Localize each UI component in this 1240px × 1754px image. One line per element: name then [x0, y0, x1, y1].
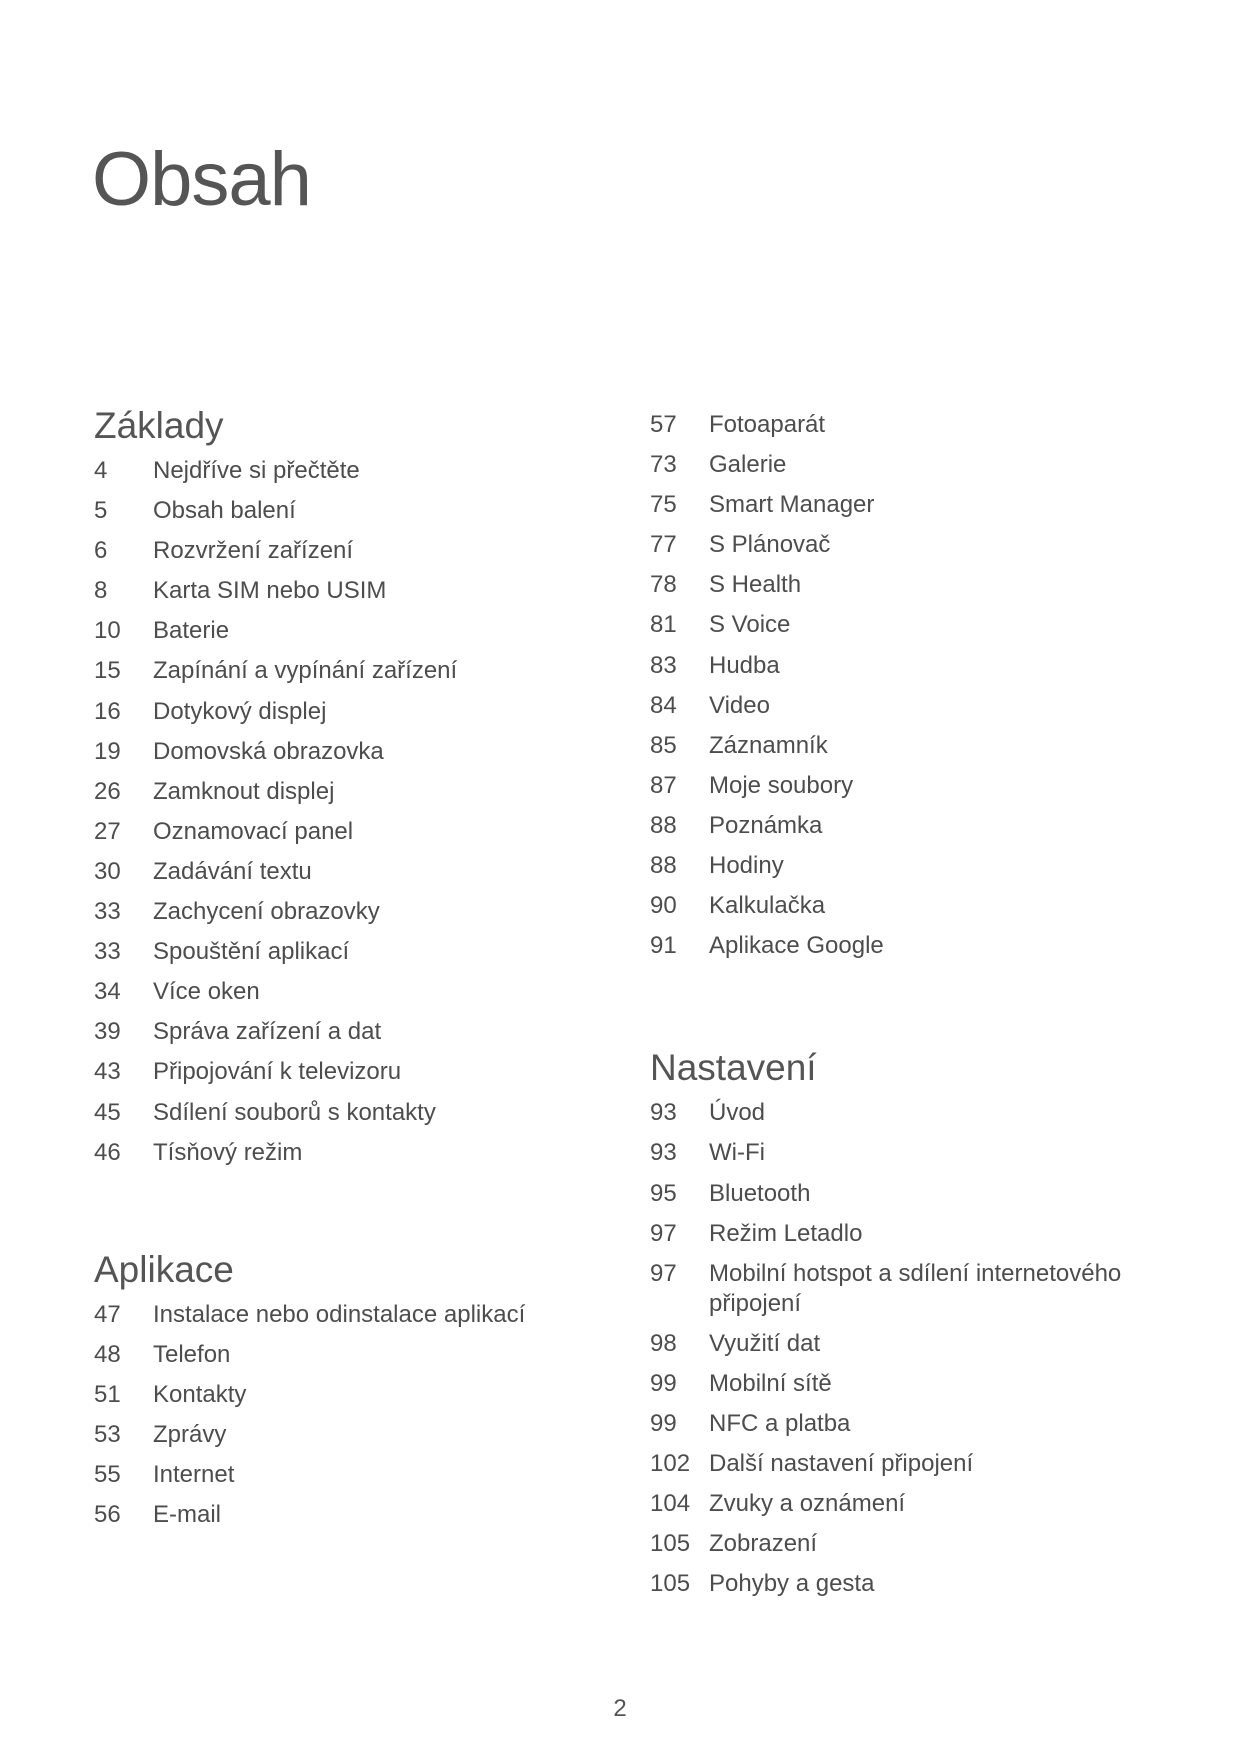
toc-entry-page-number: 53	[94, 1420, 121, 1448]
toc-entry[interactable]	[650, 410, 1170, 440]
toc-entry[interactable]	[650, 771, 1170, 801]
toc-entry-page-number: 15	[94, 657, 121, 685]
toc-entry[interactable]	[94, 1380, 614, 1410]
toc-entry[interactable]	[650, 1529, 1170, 1559]
page-title: Obsah	[92, 137, 311, 222]
toc-entry[interactable]	[650, 651, 1170, 681]
toc-entry-title: Kontakty	[153, 1380, 247, 1408]
toc-entry[interactable]	[650, 851, 1170, 881]
toc-entry-page-number: 99	[650, 1369, 677, 1397]
toc-entry-page-number: 91	[650, 932, 677, 960]
toc-entry-page-number: 5	[94, 497, 108, 525]
toc-entry[interactable]	[650, 1098, 1170, 1128]
toc-entry[interactable]	[94, 1300, 614, 1330]
toc-entry-title: Připojování k televizoru	[153, 1058, 402, 1086]
toc-entry-title: Záznamník	[709, 731, 828, 759]
toc-entry-page-number: 95	[650, 1179, 677, 1207]
toc-entry[interactable]	[94, 737, 614, 767]
toc-entry-page-number: 81	[650, 611, 677, 639]
toc-entry-title: Další nastavení připojení	[709, 1450, 974, 1478]
toc-entry-page-number: 39	[94, 1018, 121, 1046]
toc-entry-title: Tísňový režim	[153, 1138, 303, 1166]
toc-entry-page-number: 30	[94, 857, 121, 885]
toc-entry-title: Wi-Fi	[709, 1139, 765, 1167]
toc-entry[interactable]	[650, 490, 1170, 520]
toc-entry-title: Více oken	[153, 978, 260, 1006]
toc-entry[interactable]	[650, 731, 1170, 761]
toc-entry[interactable]	[94, 1098, 614, 1128]
toc-entry-title: Zapínání a vypínání zařízení	[153, 657, 458, 685]
toc-entry-page-number: 27	[94, 817, 121, 845]
toc-entry-page-number: 78	[650, 571, 677, 599]
toc-entry-title: Úvod	[709, 1099, 766, 1127]
toc-entry-page-number: 51	[94, 1380, 121, 1408]
toc-entry[interactable]	[94, 897, 614, 927]
toc-entry-page-number: 48	[94, 1340, 121, 1368]
toc-entry-title: Nejdříve si přečtěte	[153, 457, 360, 484]
toc-entry[interactable]	[650, 891, 1170, 921]
toc-entry-page-number: 33	[94, 938, 121, 966]
toc-entry-title: E-mail	[153, 1501, 222, 1529]
toc-entry[interactable]	[94, 656, 614, 686]
toc-entry[interactable]	[94, 817, 614, 847]
toc-entry-page-number: 43	[94, 1058, 121, 1086]
toc-entry[interactable]	[650, 1329, 1170, 1359]
toc-entry[interactable]	[94, 1017, 614, 1047]
toc-right-column	[650, 410, 1170, 1609]
toc-entry-title: Aplikace Google	[709, 932, 884, 960]
toc-entry[interactable]	[94, 937, 614, 967]
section-heading-zaklady: Základy	[94, 405, 224, 446]
toc-entry-title: Internet	[153, 1461, 235, 1489]
toc-entry-page-number: 34	[94, 978, 121, 1006]
toc-entry[interactable]	[650, 1489, 1170, 1519]
toc-entry[interactable]	[650, 1449, 1170, 1479]
toc-entry[interactable]	[94, 857, 614, 887]
toc-entry-title: Obsah balení	[153, 497, 296, 525]
toc-entry-title: Režim Letadlo	[709, 1219, 863, 1247]
toc-entry[interactable]	[650, 931, 1170, 961]
toc-entry[interactable]	[650, 1369, 1170, 1399]
toc-entry-page-number: 46	[94, 1138, 121, 1166]
toc-entry-page-number: 10	[94, 617, 121, 645]
toc-entry-page-number: 105	[650, 1570, 691, 1598]
section-heading-aplikace: Aplikace	[94, 1248, 234, 1290]
toc-entry-title: Smart Manager	[709, 491, 875, 519]
toc-entry[interactable]	[94, 697, 614, 727]
page-number: 2	[613, 1695, 627, 1722]
toc-entry-title: S Health	[709, 571, 802, 599]
toc-entry-page-number: 93	[650, 1139, 677, 1167]
toc-entry-title: Oznamovací panel	[153, 817, 354, 845]
toc-entry-title: Mobilní sítě	[709, 1369, 832, 1397]
toc-entry-title: Fotoaparát	[709, 411, 826, 438]
toc-entry-page-number: 105	[650, 1530, 691, 1558]
toc-entry-page-number: 88	[650, 852, 677, 880]
toc-entry-page-number: 93	[650, 1099, 677, 1127]
toc-entry[interactable]	[94, 616, 614, 646]
toc-entry[interactable]	[94, 576, 614, 606]
toc-entry[interactable]	[94, 456, 614, 486]
toc-entry[interactable]	[650, 1569, 1170, 1599]
toc-entry-page-number: 55	[94, 1461, 121, 1489]
toc-entry-page-number: 97	[650, 1259, 677, 1287]
toc-entry-title: NFC a platba	[709, 1409, 851, 1437]
toc-entry-page-number: 85	[650, 731, 677, 759]
toc-left-column	[94, 404, 614, 1540]
toc-entry[interactable]	[94, 1057, 614, 1087]
toc-entry[interactable]	[94, 536, 614, 566]
toc-entry-title: S Voice	[709, 611, 791, 639]
toc-entry-page-number: 45	[94, 1098, 121, 1126]
toc-entry-page-number: 77	[650, 531, 677, 559]
toc-entry-title: Poznámka	[709, 811, 823, 839]
toc-entry-page-number: 73	[650, 451, 677, 479]
toc-entry[interactable]	[650, 450, 1170, 480]
toc-entry-title: Galerie	[709, 451, 787, 479]
toc-entry[interactable]	[650, 610, 1170, 640]
toc-entry[interactable]	[650, 530, 1170, 560]
toc-entry-title: Zprávy	[153, 1420, 227, 1448]
toc-entry-page-number: 83	[650, 651, 677, 679]
toc-entry[interactable]	[94, 1460, 614, 1490]
toc-entry-page-number: 98	[650, 1329, 677, 1357]
toc-entry-page-number: 47	[94, 1300, 121, 1328]
toc-entry-title: Zadávání textu	[153, 857, 312, 885]
toc-entry[interactable]	[94, 977, 614, 1007]
toc-entry[interactable]	[94, 777, 614, 807]
toc-entry[interactable]	[650, 1219, 1170, 1249]
toc-list-aplikace-continued	[650, 410, 1170, 961]
toc-entry-title: Instalace nebo odinstalace aplikací	[153, 1300, 526, 1328]
toc-entry-page-number: 102	[650, 1450, 691, 1478]
toc-entry-page-number: 4	[94, 457, 108, 484]
toc-entry[interactable]	[94, 1500, 614, 1530]
toc-entry-title: S Plánovač	[709, 531, 831, 559]
toc-entry-title: Zobrazení	[709, 1530, 818, 1558]
toc-entry-page-number: 87	[650, 771, 677, 799]
toc-entry-title: Domovská obrazovka	[153, 737, 384, 765]
toc-entry-page-number: 84	[650, 691, 677, 719]
toc-entry-title: Baterie	[153, 617, 230, 645]
toc-entry-page-number: 104	[650, 1490, 691, 1518]
toc-entry-page-number: 57	[650, 411, 677, 438]
toc-entry-page-number: 56	[94, 1501, 121, 1529]
toc-entry-page-number: 33	[94, 898, 121, 926]
toc-entry[interactable]	[94, 496, 614, 526]
toc-entry-title: Hodiny	[709, 852, 784, 880]
toc-entry-page-number: 6	[94, 537, 108, 565]
toc-entry-page-number: 90	[650, 892, 677, 920]
toc-entry-page-number: 8	[94, 577, 108, 605]
toc-entry-title: Telefon	[153, 1340, 231, 1368]
toc-list-aplikace	[94, 1300, 614, 1530]
toc-entry[interactable]	[650, 1409, 1170, 1439]
toc-entry-title: Sdílení souborů s kontakty	[153, 1098, 436, 1126]
toc-entry-title: Správa zařízení a dat	[153, 1018, 382, 1046]
toc-entry-page-number: 75	[650, 491, 677, 519]
toc-entry-title: Hudba	[709, 651, 780, 679]
toc-entry[interactable]	[94, 1420, 614, 1450]
toc-entry-page-number: 99	[650, 1409, 677, 1437]
toc-entry[interactable]	[94, 1138, 614, 1168]
toc-entry-title: Zvuky a oznámení	[709, 1490, 906, 1518]
toc-entry-title: Zamknout displej	[153, 777, 335, 805]
toc-entry-page-number: 16	[94, 697, 121, 725]
toc-entry-title: Video	[709, 691, 770, 719]
toc-entry-title: Kalkulačka	[709, 892, 826, 920]
toc-entry-title: Rozvržení zařízení	[153, 537, 354, 565]
toc-entry[interactable]	[650, 811, 1170, 841]
toc-entry[interactable]	[650, 1138, 1170, 1168]
toc-entry[interactable]	[650, 691, 1170, 721]
toc-list-zaklady	[94, 456, 614, 1168]
toc-entry-title: Zachycení obrazovky	[153, 898, 380, 926]
toc-entry-title: Karta SIM nebo USIM	[153, 577, 387, 605]
toc-entry-page-number: 26	[94, 777, 121, 805]
toc-entry-title: Dotykový displej	[153, 697, 327, 725]
toc-entry-title: Bluetooth	[709, 1179, 811, 1207]
toc-entry[interactable]	[650, 1179, 1170, 1209]
section-heading-nastaveni: Nastavení	[650, 1047, 817, 1089]
toc-entry-title: Mobilní hotspot a sdílení internetového připojení	[709, 1259, 1122, 1317]
toc-entry-page-number: 88	[650, 811, 677, 839]
toc-entry[interactable]	[94, 1340, 614, 1370]
toc-list-nastaveni	[650, 1098, 1170, 1599]
toc-entry[interactable]	[650, 1259, 1170, 1319]
toc-entry-page-number: 97	[650, 1219, 677, 1247]
toc-entry-title: Využití dat	[709, 1329, 821, 1357]
toc-entry[interactable]	[650, 570, 1170, 600]
toc-entry-page-number: 19	[94, 737, 121, 765]
toc-entry-title: Spouštění aplikací	[153, 938, 350, 966]
toc-entry-title: Pohyby a gesta	[709, 1570, 875, 1598]
toc-entry-title: Moje soubory	[709, 771, 854, 799]
